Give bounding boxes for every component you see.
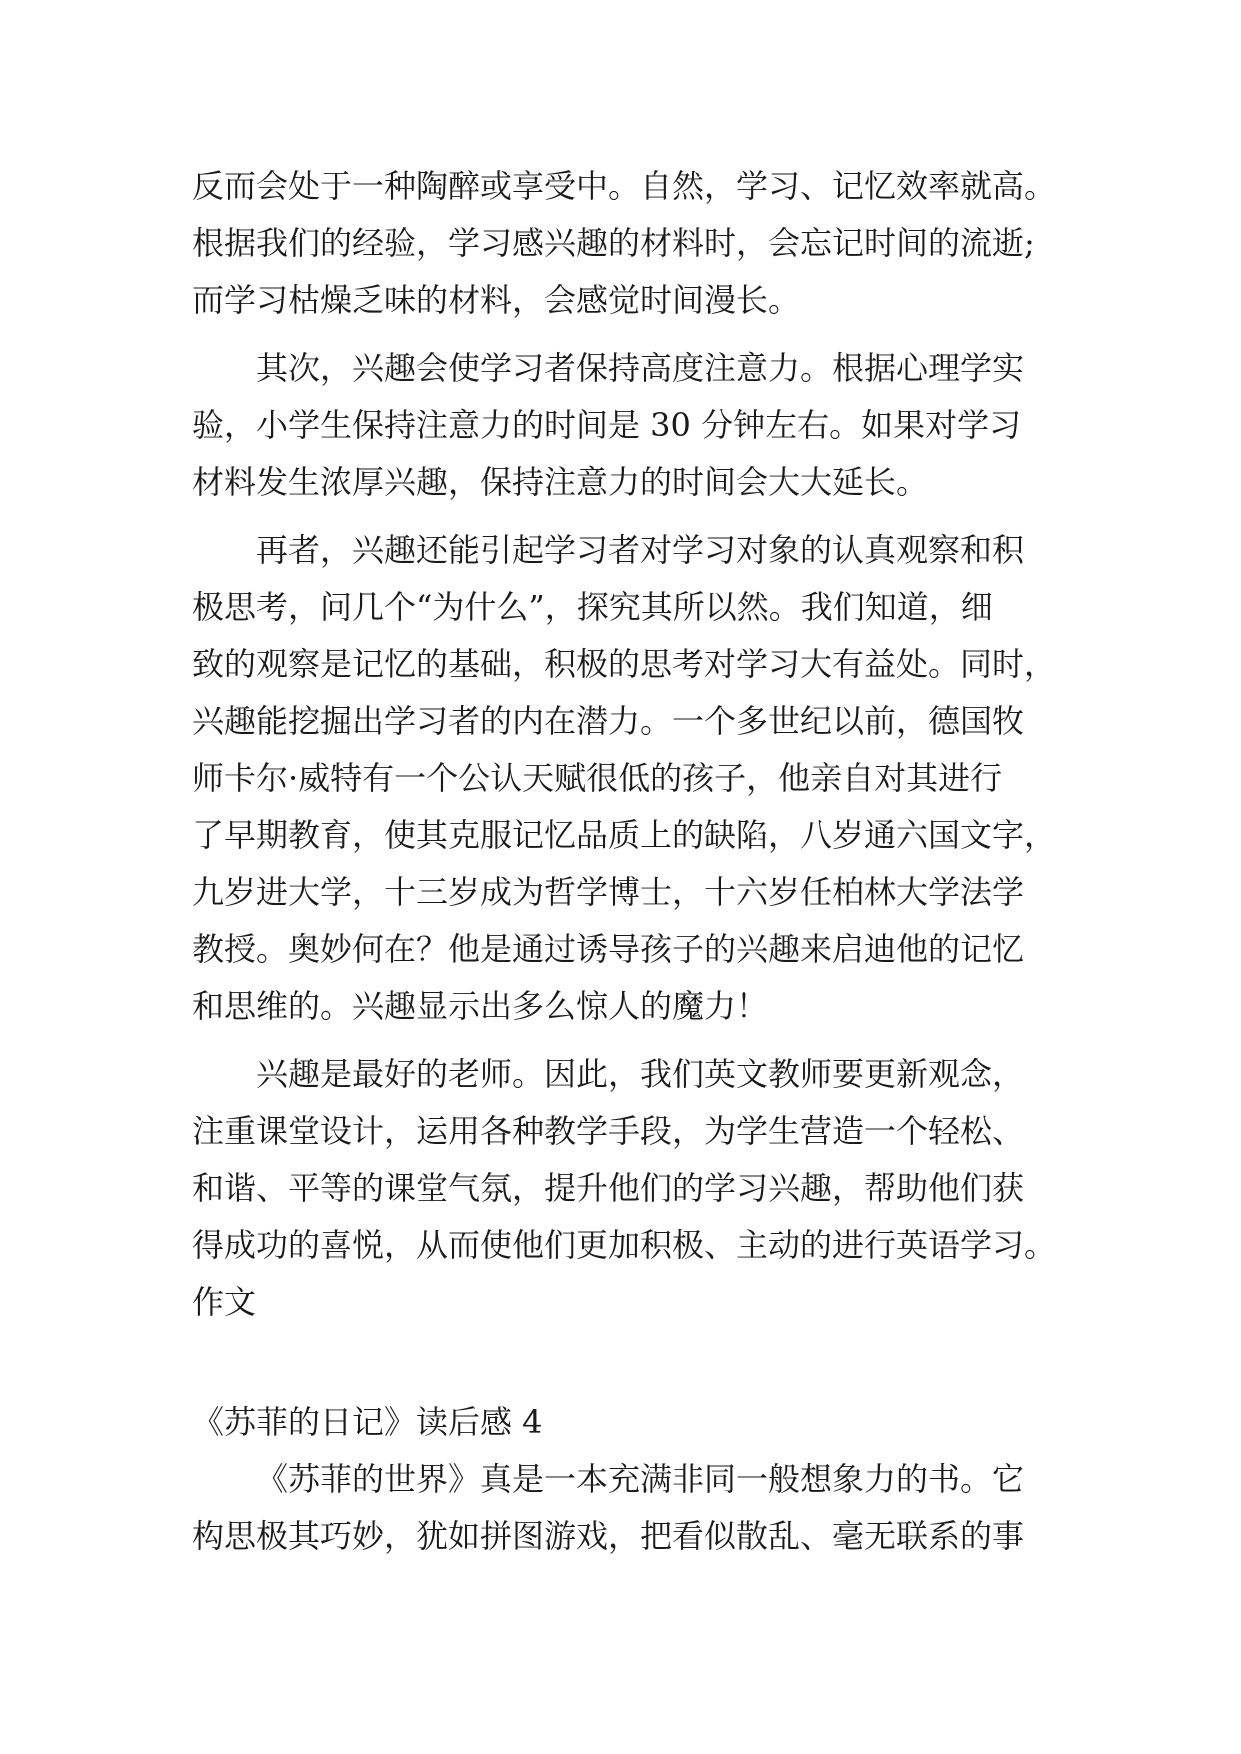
paragraph-first-line: 《苏菲的世界》真是一本充满非同一般想象力的书。它 <box>256 1460 1025 1498</box>
text-line: 材料发生浓厚兴趣，保持注意力的时间会大大延长。 <box>192 463 929 501</box>
text-line: 致的观察是记忆的基础，积极的思考对学习大有益处。同时， <box>192 645 1057 683</box>
text-line: 了早期教育，使其克服记忆品质上的缺陷，八岁通六国文字， <box>192 816 1057 854</box>
text-line: 验，小学生保持注意力的时间是 30 分钟左右。如果对学习 <box>192 406 1022 444</box>
text-line: 作文 <box>192 1283 257 1321</box>
text-line: 注重课堂设计，运用各种教学手段，为学生营造一个轻松、 <box>192 1112 1025 1150</box>
text-line: 得成功的喜悦，从而使他们更加积极、主动的进行英语学习。 <box>192 1226 1057 1264</box>
text-line: 反而会处于一种陶醉或享受中。自然，学习、记忆效率就高。 <box>192 167 1057 205</box>
paragraph-first-line: 兴趣是最好的老师。因此，我们英文教师要更新观念， <box>256 1055 1025 1093</box>
text-line: 教授。奥妙何在？他是通过诱导孩子的兴趣来启迪他的记忆 <box>192 930 1025 968</box>
text-line: 极思考，问几个“为什么”，探究其所以然。我们知道，细 <box>192 588 993 626</box>
paragraph-spacing <box>192 511 1072 522</box>
text-line: 而学习枯燥乏味的材料，会感觉时间漫长。 <box>192 281 801 319</box>
text-line: 九岁进大学，十三岁成为哲学博士，十六岁任柏林大学法学 <box>192 873 1025 911</box>
text-line: 和谐、平等的课堂气氛，提升他们的学习兴趣，帮助他们获 <box>192 1169 1025 1207</box>
document-body <box>192 158 1072 1565</box>
text-line: 根据我们的经验，学习感兴趣的材料时，会忘记时间的流逝; <box>192 224 1035 262</box>
text-line: 兴趣能挖掘出学习者的内在潜力。一个多世纪以前，德国牧 <box>192 702 1025 740</box>
section-spacing <box>192 1331 1072 1394</box>
paragraph-first-line: 其次，兴趣会使学习者保持高度注意力。根据心理学实 <box>256 349 1025 387</box>
text-line: 构思极其巧妙，犹如拼图游戏，把看似散乱、毫无联系的事 <box>192 1517 1025 1555</box>
section-heading: 《苏菲的日记》读后感 4 <box>192 1403 543 1441</box>
paragraph-spacing <box>192 329 1072 340</box>
text-line: 和思维的。兴趣显示出多么惊人的魔力！ <box>192 987 769 1025</box>
paragraph-first-line: 再者，兴趣还能引起学习者对学习对象的认真观察和积 <box>256 531 1025 569</box>
paragraph-spacing <box>192 1035 1072 1046</box>
text-line: 师卡尔·威特有一个公认天赋很低的孩子，他亲自对其进行 <box>192 759 1003 797</box>
